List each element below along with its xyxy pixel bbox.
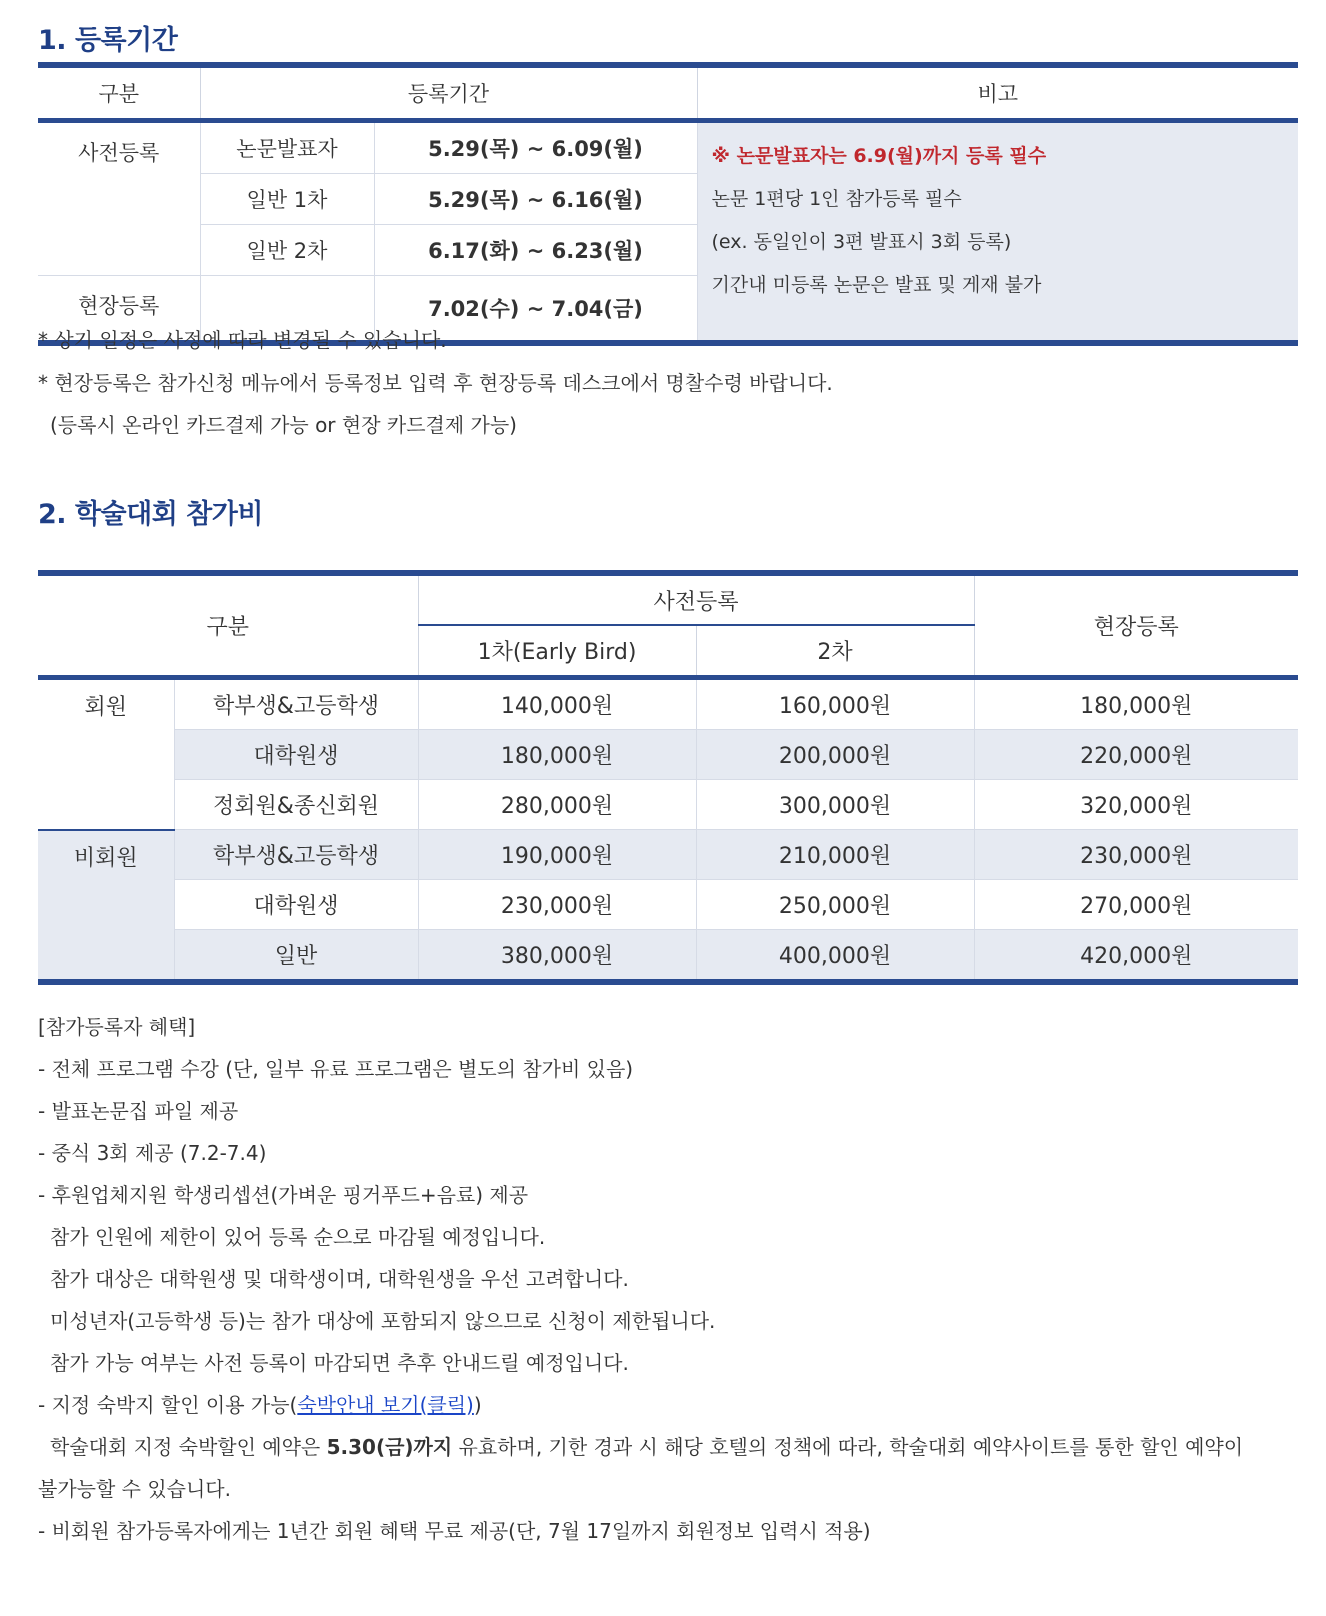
- remark-line: 논문 1편당 1인 참가등록 필수: [711, 188, 962, 210]
- type-cell: 학부생&고등학생: [174, 678, 418, 730]
- section2-title: 2. 학술대회 참가비: [38, 499, 263, 530]
- group-non-member: 비회원: [38, 830, 174, 983]
- benefit-item: - 전체 프로그램 수강 (단, 일부 유료 프로그램은 별도의 참가비 있음): [38, 1057, 634, 1081]
- period-cell: 7.02(수) ~ 7.04(금): [374, 276, 697, 344]
- benefits-title: [참가등록자 혜택]: [38, 1015, 196, 1039]
- fee-cell: 210,000원: [696, 830, 974, 880]
- benefit-text: ): [473, 1393, 482, 1417]
- fee-cell: 320,000원: [974, 780, 1298, 830]
- header-early-bird: 1차(Early Bird): [418, 625, 696, 678]
- header-category: 구분: [38, 573, 418, 678]
- benefit-detail: [38, 1426, 1308, 1468]
- group-member: 회원: [38, 678, 174, 830]
- header-pre-registration: 사전등록: [418, 573, 974, 625]
- fee-cell: 180,000원: [974, 678, 1298, 730]
- table-row: [38, 930, 1298, 983]
- fee-cell: 230,000원: [418, 880, 696, 930]
- deadline-date: 5.30(금)까지: [326, 1435, 453, 1459]
- group-onsite-registration: 현장등록: [38, 276, 200, 344]
- section1-title: 1. 등록기간: [38, 25, 178, 56]
- benefit-text: - 지정 숙박지 할인 이용 가능(: [38, 1393, 298, 1417]
- table-row: [38, 830, 1298, 880]
- table-row: [38, 730, 1298, 780]
- fee-cell: 230,000원: [974, 830, 1298, 880]
- type-cell: 대학원생: [174, 880, 418, 930]
- benefit-detail: 참가 인원에 제한이 있어 등록 순으로 마감될 예정입니다.: [50, 1225, 546, 1249]
- footnote: * 상기 일정은 사정에 따라 변경될 수 있습니다.: [38, 328, 447, 352]
- type-cell: 일반: [174, 930, 418, 983]
- benefit-detail: 참가 대상은 대학원생 및 대학생이며, 대학원생을 우선 고려합니다.: [50, 1267, 629, 1291]
- header-remarks: 비고: [697, 65, 1298, 121]
- fee-cell: 220,000원: [974, 730, 1298, 780]
- fee-cell: 160,000원: [696, 678, 974, 730]
- period-cell: 6.17(화) ~ 6.23(월): [374, 225, 697, 276]
- benefit-item: - 중식 3회 제공 (7.2-7.4): [38, 1141, 267, 1165]
- remark-line: (ex. 동일인이 3편 발표시 3회 등록): [711, 231, 1012, 253]
- header-second: 2차: [696, 625, 974, 678]
- footnote: (등록시 온라인 카드결제 가능 or 현장 카드결제 가능): [50, 413, 517, 437]
- header-onsite: 현장등록: [974, 573, 1298, 678]
- table-row: [38, 678, 1298, 730]
- benefit-detail: 참가 가능 여부는 사전 등록이 마감되면 추후 안내드릴 예정입니다.: [50, 1351, 629, 1375]
- benefit-text: 유효하며, 기한 경과 시 해당 호텔의 정책에 따라, 학술대회 예약사이트를 통한 할인 예약이: [452, 1435, 1244, 1459]
- period-cell: 5.29(목) ~ 6.16(월): [374, 174, 697, 225]
- fee-cell: 420,000원: [974, 930, 1298, 983]
- fee-cell: 200,000원: [696, 730, 974, 780]
- fee-cell: 140,000원: [418, 678, 696, 730]
- table-row: [38, 780, 1298, 830]
- remark-required-notice: ※ 논문발표자는 6.9(월)까지 등록 필수: [711, 145, 1047, 167]
- header-period: 등록기간: [200, 65, 697, 121]
- table-header-row: [38, 65, 1298, 121]
- fee-cell: 300,000원: [696, 780, 974, 830]
- group-pre-registration: 사전등록: [78, 141, 160, 165]
- benefit-item: - 후원업체지원 학생리셉션(가벼운 핑거푸드+음료) 제공: [38, 1183, 529, 1207]
- benefit-item: - 발표논문집 파일 제공: [38, 1099, 239, 1123]
- benefit-detail: 불가능할 수 있습니다.: [38, 1477, 231, 1501]
- fee-cell: 280,000원: [418, 780, 696, 830]
- table-row: [38, 880, 1298, 930]
- fee-cell: 400,000원: [696, 930, 974, 983]
- remarks-cell: [697, 121, 1298, 344]
- fee-cell: 190,000원: [418, 830, 696, 880]
- fee-cell: 180,000원: [418, 730, 696, 780]
- fee-cell: 270,000원: [974, 880, 1298, 930]
- registration-period-table: [38, 62, 1298, 346]
- benefit-item: [38, 1384, 1308, 1426]
- fee-cell: 250,000원: [696, 880, 974, 930]
- type-cell: 일반 1차: [200, 174, 374, 225]
- table-row: [38, 121, 1298, 174]
- type-cell: 논문발표자: [200, 121, 374, 174]
- fee-table: [38, 570, 1298, 985]
- benefit-item: - 비회원 참가등록자에게는 1년간 회원 혜택 무료 제공(단, 7월 17일까지 회원정보 입력시 적용): [38, 1519, 871, 1543]
- type-cell: 정회원&종신회원: [174, 780, 418, 830]
- accommodation-link[interactable]: 숙박안내 보기(클릭): [297, 1393, 474, 1417]
- period-cell: 5.29(목) ~ 6.09(월): [374, 121, 697, 174]
- benefit-text: 학술대회 지정 숙박할인 예약은: [50, 1435, 327, 1459]
- benefits-section: [38, 1006, 1308, 1552]
- footnote: * 현장등록은 참가신청 메뉴에서 등록정보 입력 후 현장등록 데스크에서 명찰수령 바랍니다.: [38, 371, 833, 395]
- benefit-detail: 미성년자(고등학생 등)는 참가 대상에 포함되지 않으므로 신청이 제한됩니다.: [50, 1309, 716, 1333]
- header-category: 구분: [38, 65, 200, 121]
- remark-line: 기간내 미등록 논문은 발표 및 게재 불가: [711, 274, 1042, 296]
- type-cell: 학부생&고등학생: [174, 830, 418, 880]
- table-header-row: [38, 573, 1298, 625]
- fee-cell: 380,000원: [418, 930, 696, 983]
- type-cell: 대학원생: [174, 730, 418, 780]
- type-cell: 일반 2차: [200, 225, 374, 276]
